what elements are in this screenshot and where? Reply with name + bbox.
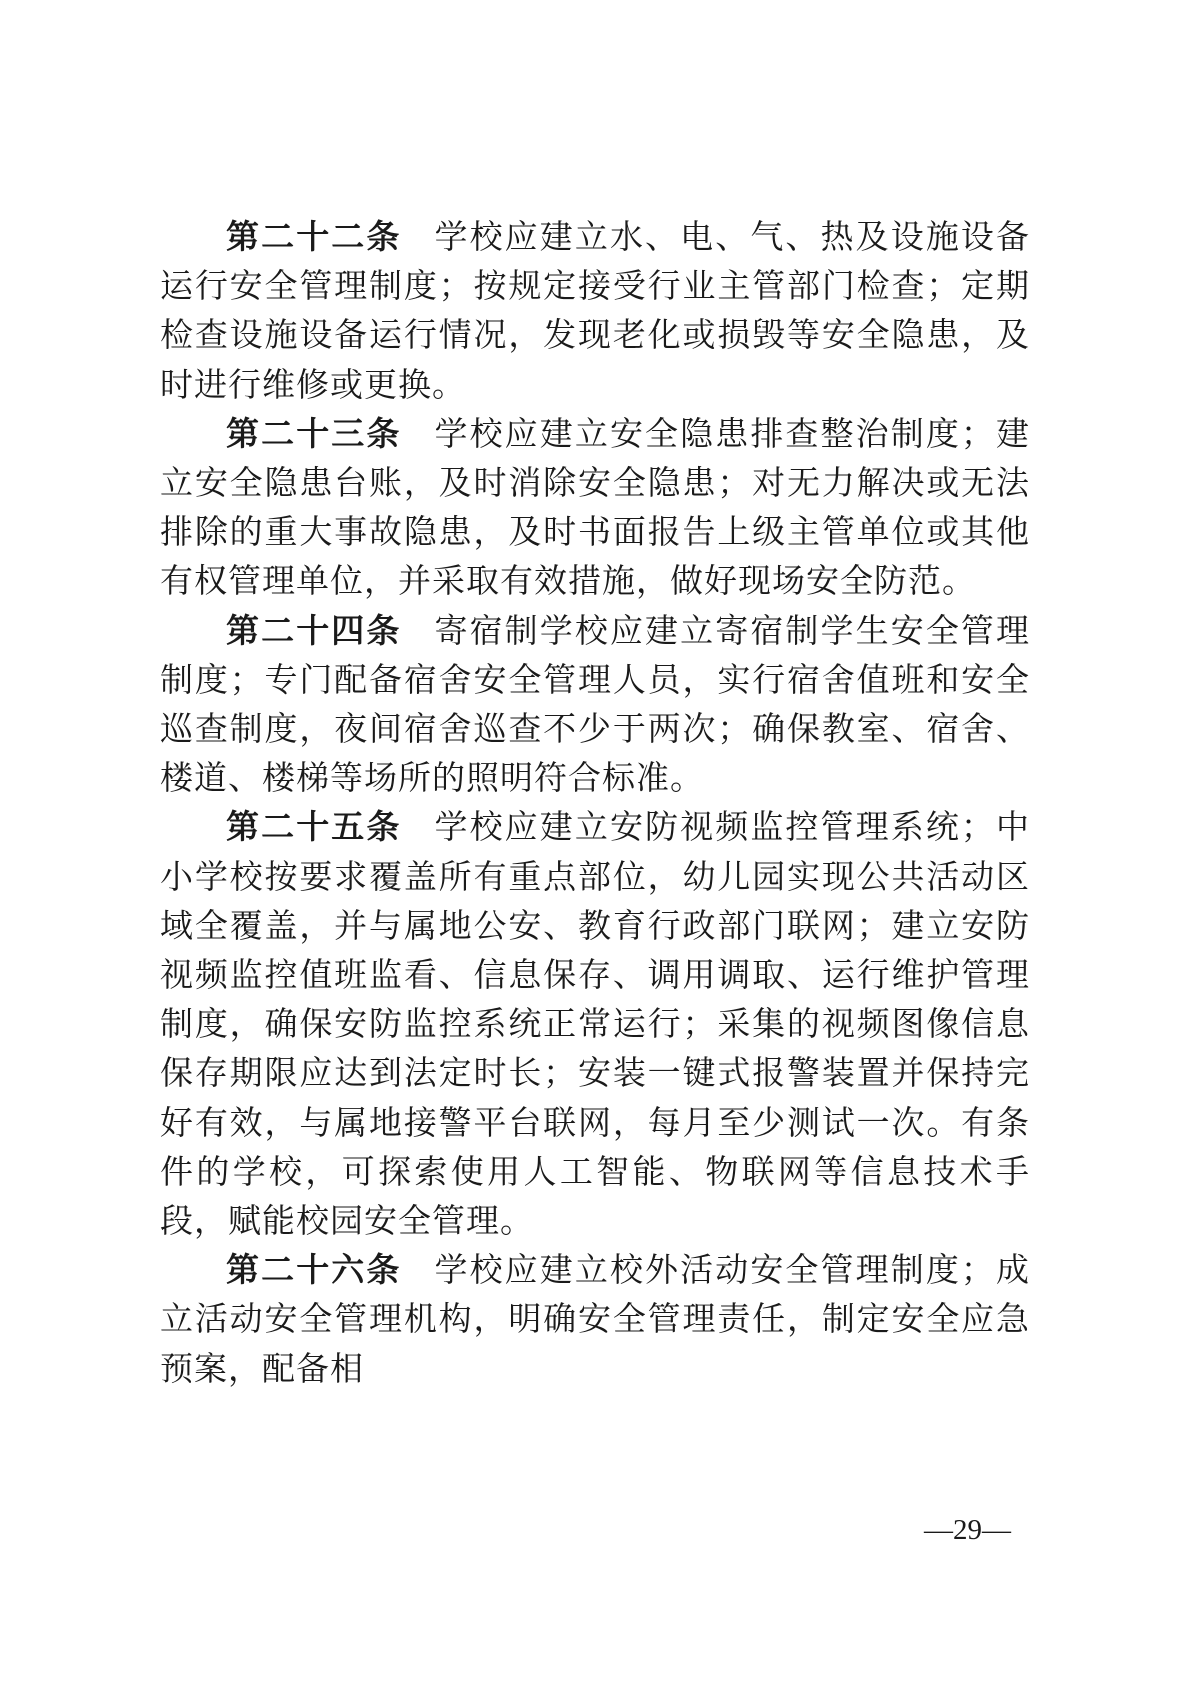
article-25 bbox=[160, 802, 1030, 1245]
article-23 bbox=[160, 409, 1030, 606]
page-number: —29— bbox=[924, 1514, 1011, 1546]
article-24 bbox=[160, 606, 1030, 803]
article-title: 第二十三条 bbox=[226, 413, 402, 453]
article-title: 第二十二条 bbox=[226, 217, 402, 256]
article-text: 学校应建立安防视频监控管理系统；中小学校按要求覆盖所有重点部位，幼儿园实现公共活动区域全覆盖，并与属地公安、教育行政部门联网；建立安防视频监控值班监看、信息保存、调用调取、运行维护管理制度，确保安防监控系统正常运行；采集的视频图像信息保存期限应达到法定时长；安装一键式报警装置并保持完好有效，与属地接警平台联网，每月至少测试一次。有条件的学校，可探索使用人工智能、物联网等信息技术手段，赋能校园安全管理。 bbox=[160, 807, 1031, 1241]
article-text: 学校应建立校外活动安全管理制度；成立活动安全管理机构，明确安全管理责任，制定安全应急预案，配备相 bbox=[160, 1250, 1031, 1388]
article-text: 寄宿制学校应建立寄宿制学生安全管理制度；专门配备宿舍安全管理人员，实行宿舍值班和安全巡查制度，夜间宿舍巡查不少于两次；确保教室、宿舍、楼道、楼梯等场所的照明符合标准。 bbox=[160, 610, 1031, 798]
article-text: 学校应建立水、电、气、热及设施设备运行安全管理制度；按规定接受行业主管部门检查；定期检查设施设备运行情况，发现老化或损毁等安全隐患，及时进行维修或更换。 bbox=[160, 217, 1031, 404]
article-title: 第二十五条 bbox=[226, 807, 402, 847]
article-22 bbox=[160, 212, 1030, 409]
document-body bbox=[160, 212, 1030, 1393]
article-title: 第二十六条 bbox=[226, 1250, 402, 1290]
article-text: 学校应建立安全隐患排查整治制度；建立安全隐患台账，及时消除安全隐患；对无力解决或无法排除的重大事故隐患，及时书面报告上级主管单位或其他有权管理单位，并采取有效措施，做好现场安全防范。 bbox=[160, 413, 1031, 601]
article-26 bbox=[160, 1245, 1030, 1393]
article-title: 第二十四条 bbox=[226, 610, 402, 650]
